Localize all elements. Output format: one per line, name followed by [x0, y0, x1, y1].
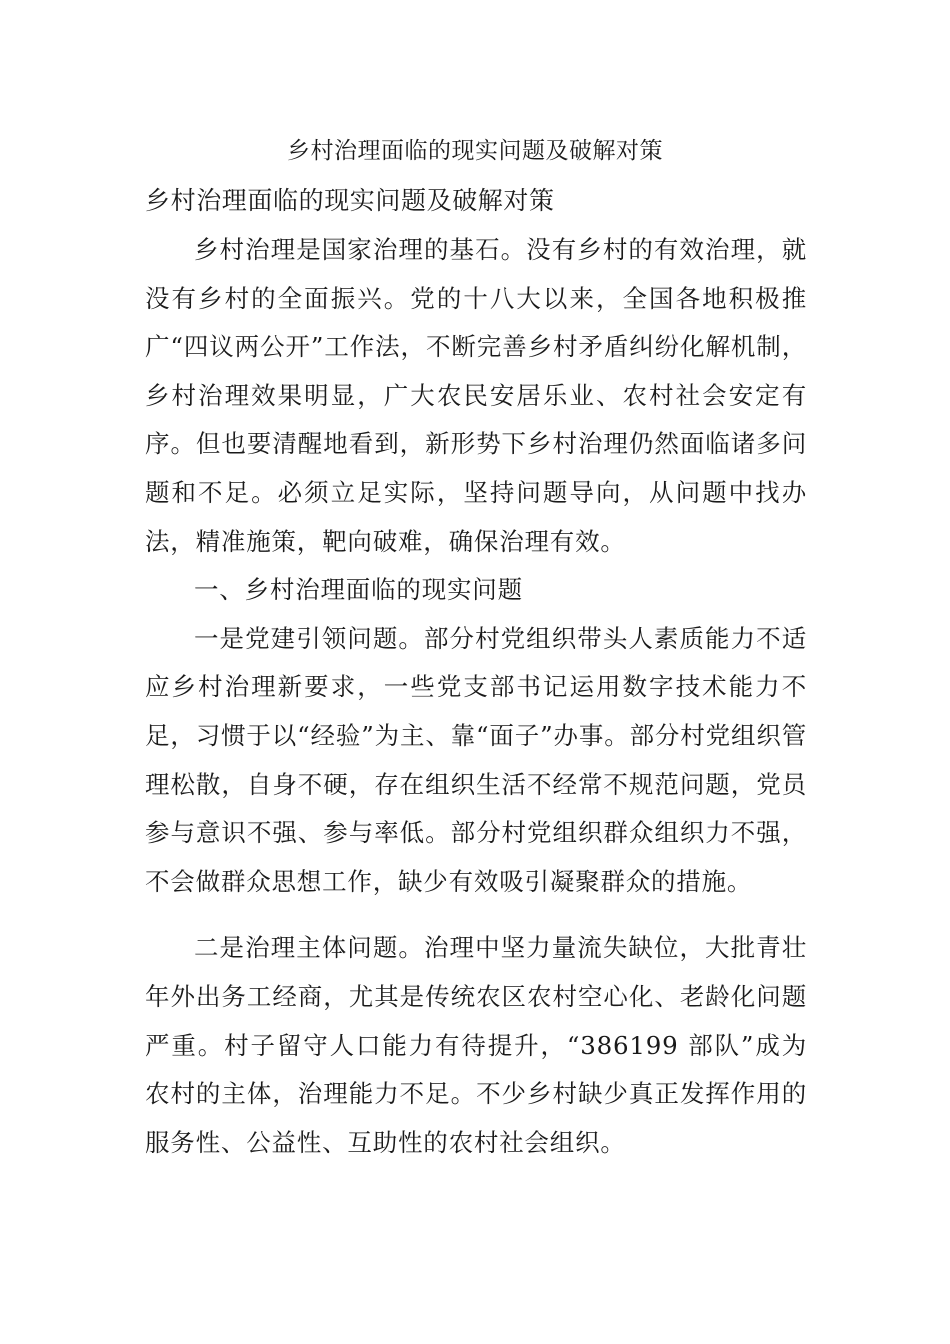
section-heading: 一、乡村治理面临的现实问题 [194, 575, 523, 605]
paragraph-party-building: 一是党建引领问题。部分村党组织带头人素质能力不适应乡村治理新要求，一些党支部书记运用数字技术能力不足，习惯于以“经验”为主、靠“面子”办事。部分村党组织管理松散，自身不硬，存在组织生活不经常不规范问题，党员参与意识不强、参与率低。部分村党组织群众组织力不强，不会做群众思想工作，缺少有效吸引凝聚群众的措施。 [145, 623, 807, 896]
document-title: 乡村治理面临的现实问题及破解对策 [287, 138, 663, 164]
paragraph-intro: 乡村治理是国家治理的基石。没有乡村的有效治理，就没有乡村的全面振兴。党的十八大以来，全国各地积极推广“四议两公开”工作法，不断完善乡村矛盾纠纷化解机制，乡村治理效果明显，广大农民安居乐业、农村社会安定有序。但也要清醒地看到，新形势下乡村治理仍然面临诸多问题和不足。必须立足实际，坚持问题导向，从问题中找办法，精准施策，靶向破难，确保治理有效。 [145, 235, 807, 556]
document-body [145, 226, 807, 1167]
paragraph-governance-subject: 二是治理主体问题。治理中坚力量流失缺位，大批青壮年外出务工经商，尤其是传统农区农村空心化、老龄化问题严重。村子留守人口能力有待提升，“386199 部队”成为农村的主体，治理能力不足。不少乡村缺少真正发挥作用的服务性、公益性、互助性的农村社会组织。 [145, 933, 807, 1157]
document-subtitle: 乡村治理面临的现实问题及破解对策 [145, 186, 555, 215]
